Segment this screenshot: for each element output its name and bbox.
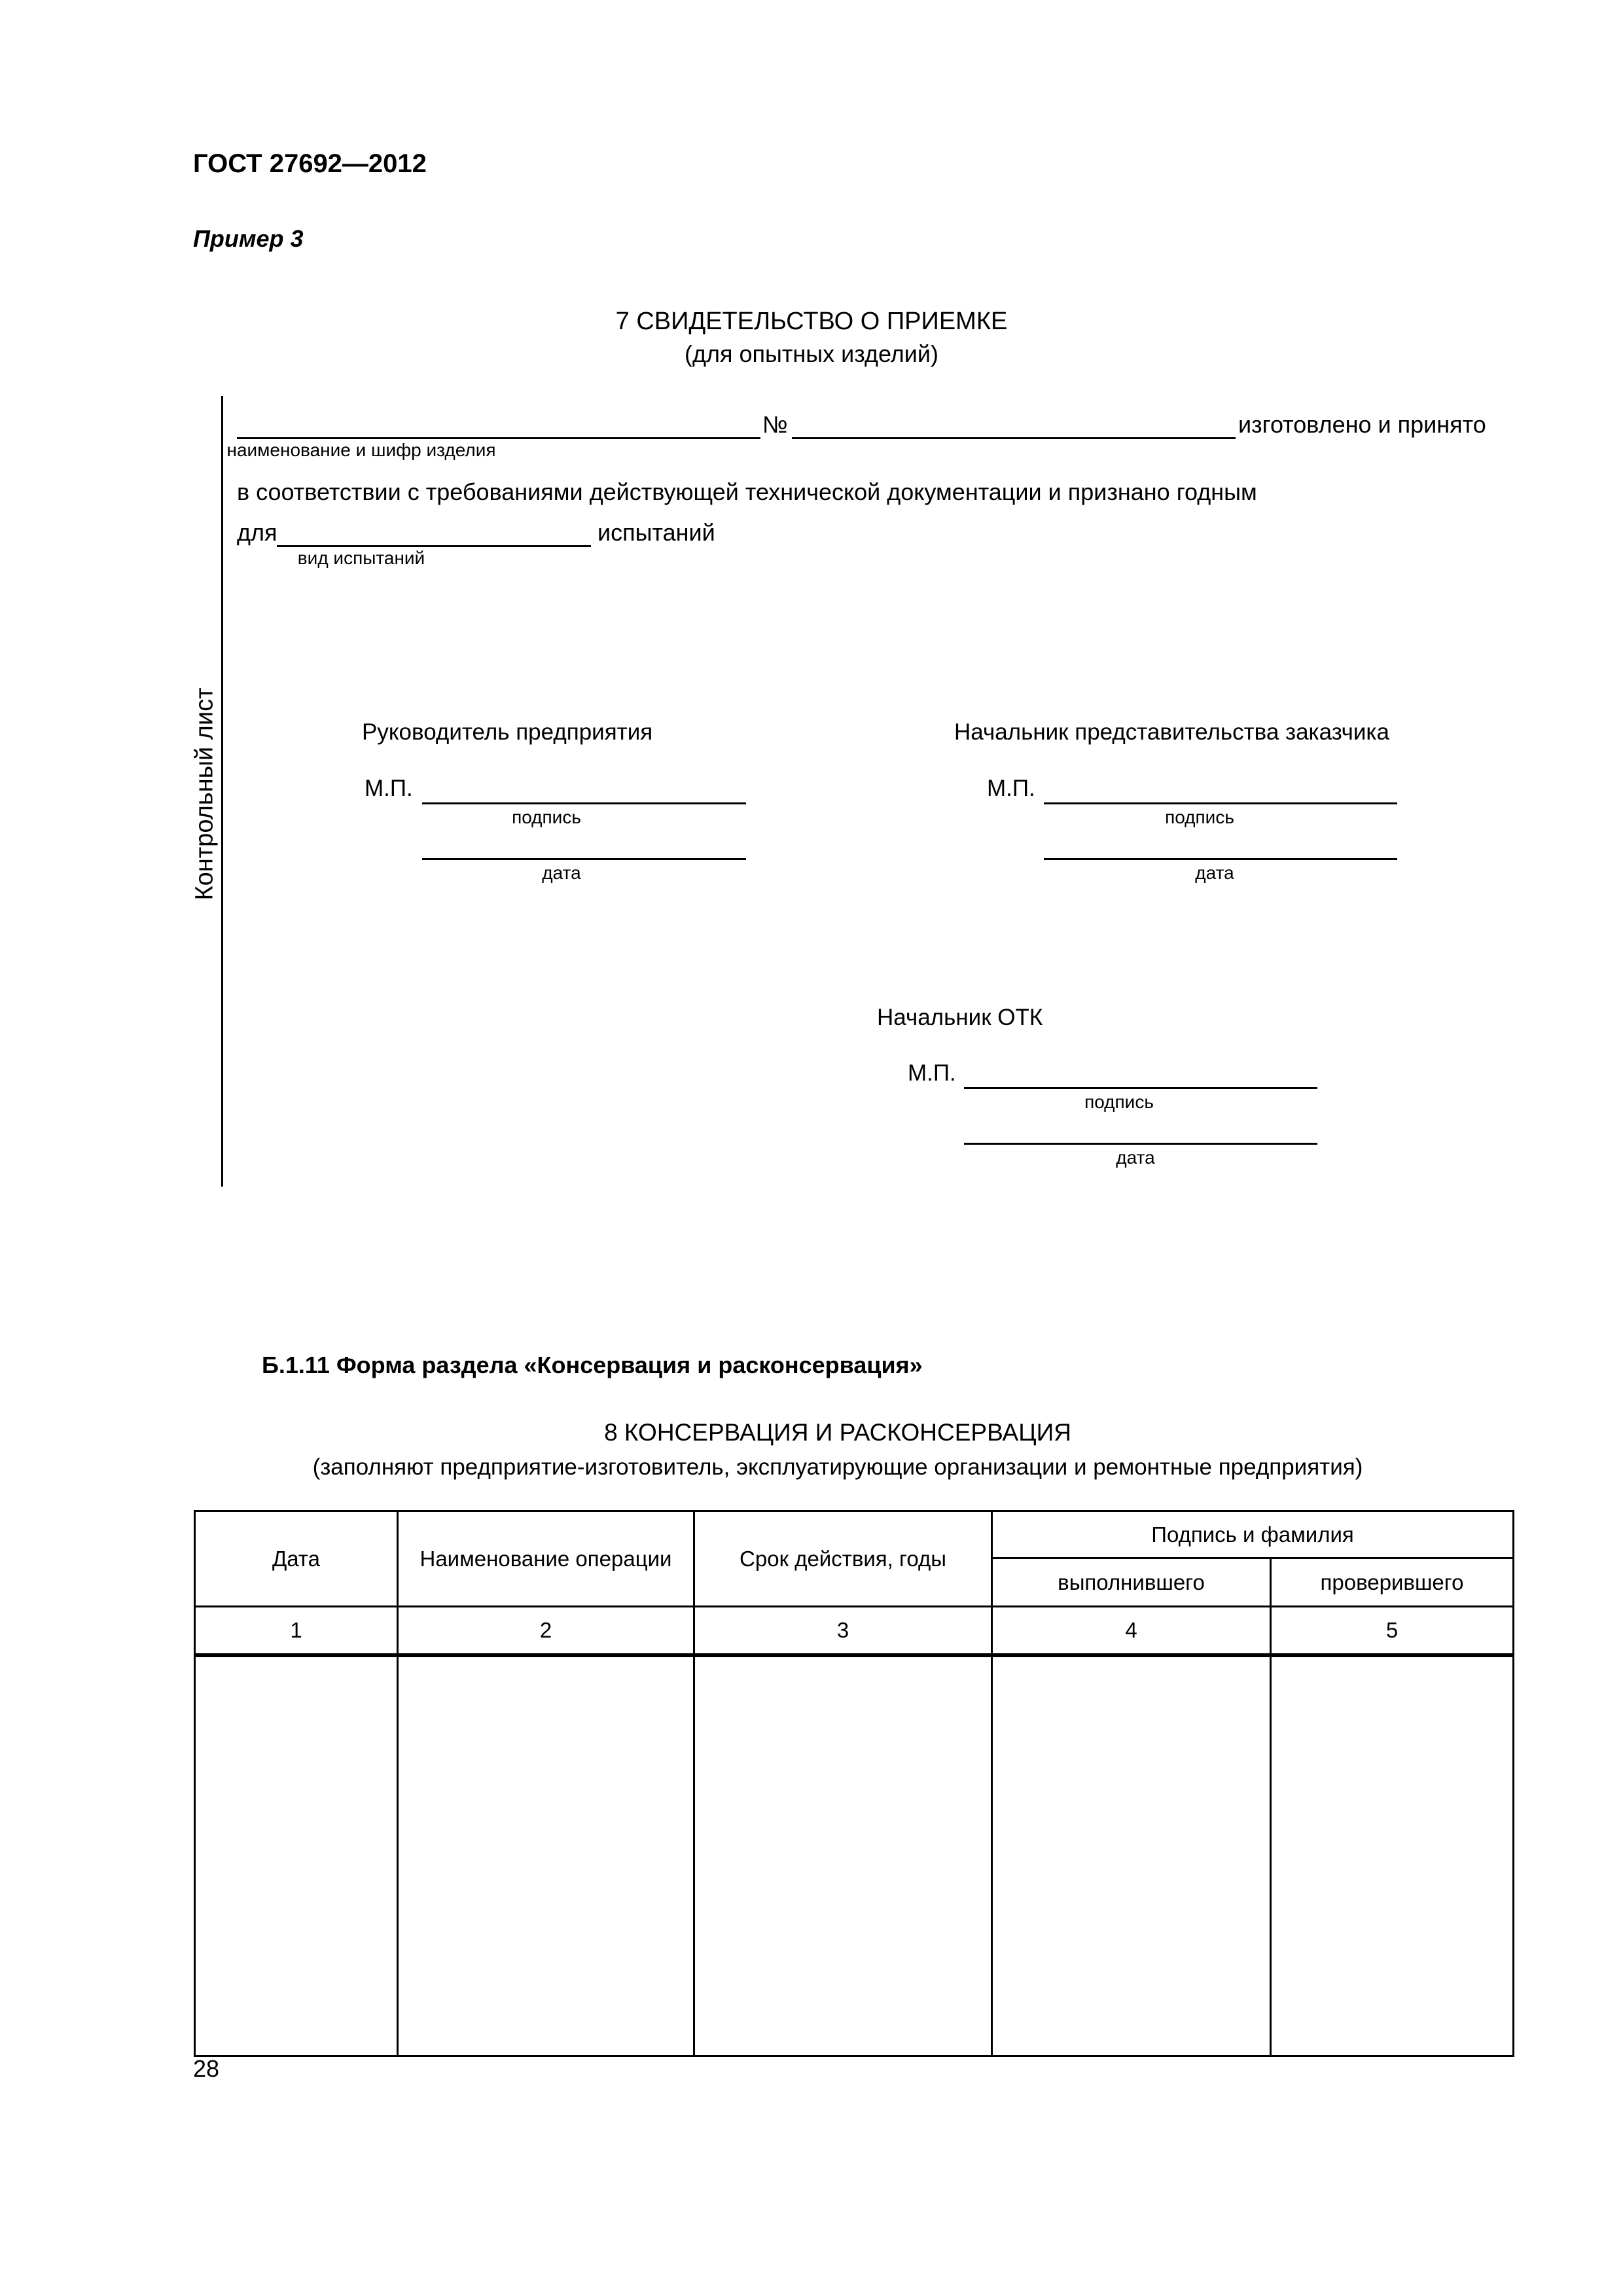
column-number: 4 [992,1607,1271,1656]
stamp-label: М.П. [365,776,413,801]
certificate-title: 7 СВИДЕТЕЛЬСТВО О ПРИЕМКЕ [615,308,1008,335]
example-label: Пример 3 [193,225,304,252]
test-type-caption: вид испытаний [297,548,425,568]
column-header-performed: выполнившего [992,1558,1271,1607]
table-cell-performed[interactable] [992,1655,1271,2056]
document-code: ГОСТ 27692—2012 [193,149,427,178]
compliance-text: в соответствии с требованиями действующей технической документации и признано годным [237,478,1257,505]
date-blank[interactable] [422,858,746,860]
column-header-operation: Наименование операции [398,1511,694,1607]
signature-blank[interactable] [964,1087,1317,1089]
column-header-signature-group: Подпись и фамилия [992,1511,1514,1558]
signatory-customer-rep-head: Начальник представительства заказчика [954,719,1389,745]
for-text: для [237,519,277,546]
side-label-control-sheet: Контрольный лист [190,687,219,901]
certificate-subtitle: (для опытных изделий) [684,340,938,367]
column-number: 3 [694,1607,992,1656]
signature-caption: подпись [1165,807,1234,827]
date-caption: дата [1116,1147,1155,1168]
table-cell-date[interactable] [195,1655,398,2056]
column-number: 2 [398,1607,694,1656]
conservation-table [194,1510,1514,2057]
date-caption: дата [1195,863,1234,883]
table-cell-operation[interactable] [398,1655,694,2056]
manufactured-accepted-text: изготовлено и принято [1238,411,1486,438]
stamp-label: М.П. [987,776,1035,801]
tests-text: испытаний [597,519,715,546]
signatory-qc-head: Начальник ОТК [877,1005,1043,1030]
date-blank[interactable] [964,1143,1317,1145]
date-caption: дата [542,863,581,883]
signature-blank[interactable] [1044,802,1397,804]
section-heading: Б.1.11 Форма раздела «Консервация и расконсервация» [262,1352,923,1378]
test-type-blank[interactable] [277,545,591,547]
product-name-caption: наименование и шифр изделия [226,440,496,460]
number-sign: № [762,411,788,438]
stamp-label: М.П. [908,1060,956,1086]
conservation-title: 8 КОНСЕРВАЦИЯ И РАСКОНСЕРВАЦИЯ [604,1419,1071,1446]
column-header-date: Дата [195,1511,398,1607]
signature-blank[interactable] [422,802,746,804]
conservation-subtitle: (заполняют предприятие-изготовитель, эксплуатирующие организации и ремонтные предприятия) [312,1454,1363,1480]
date-blank[interactable] [1044,858,1397,860]
signature-caption: подпись [512,807,581,827]
page-number: 28 [193,2055,220,2082]
table-cell-validity[interactable] [694,1655,992,2056]
side-rule [221,396,223,1187]
column-number: 1 [195,1607,398,1656]
column-header-checked: проверившего [1271,1558,1514,1607]
signature-caption: подпись [1084,1092,1154,1112]
product-name-blank[interactable] [237,437,760,439]
signatory-head-of-enterprise: Руководитель предприятия [362,719,653,745]
column-header-validity: Срок действия, годы [694,1511,992,1607]
table-cell-checked[interactable] [1271,1655,1514,2056]
product-number-blank[interactable] [792,437,1236,439]
column-number: 5 [1271,1607,1514,1656]
